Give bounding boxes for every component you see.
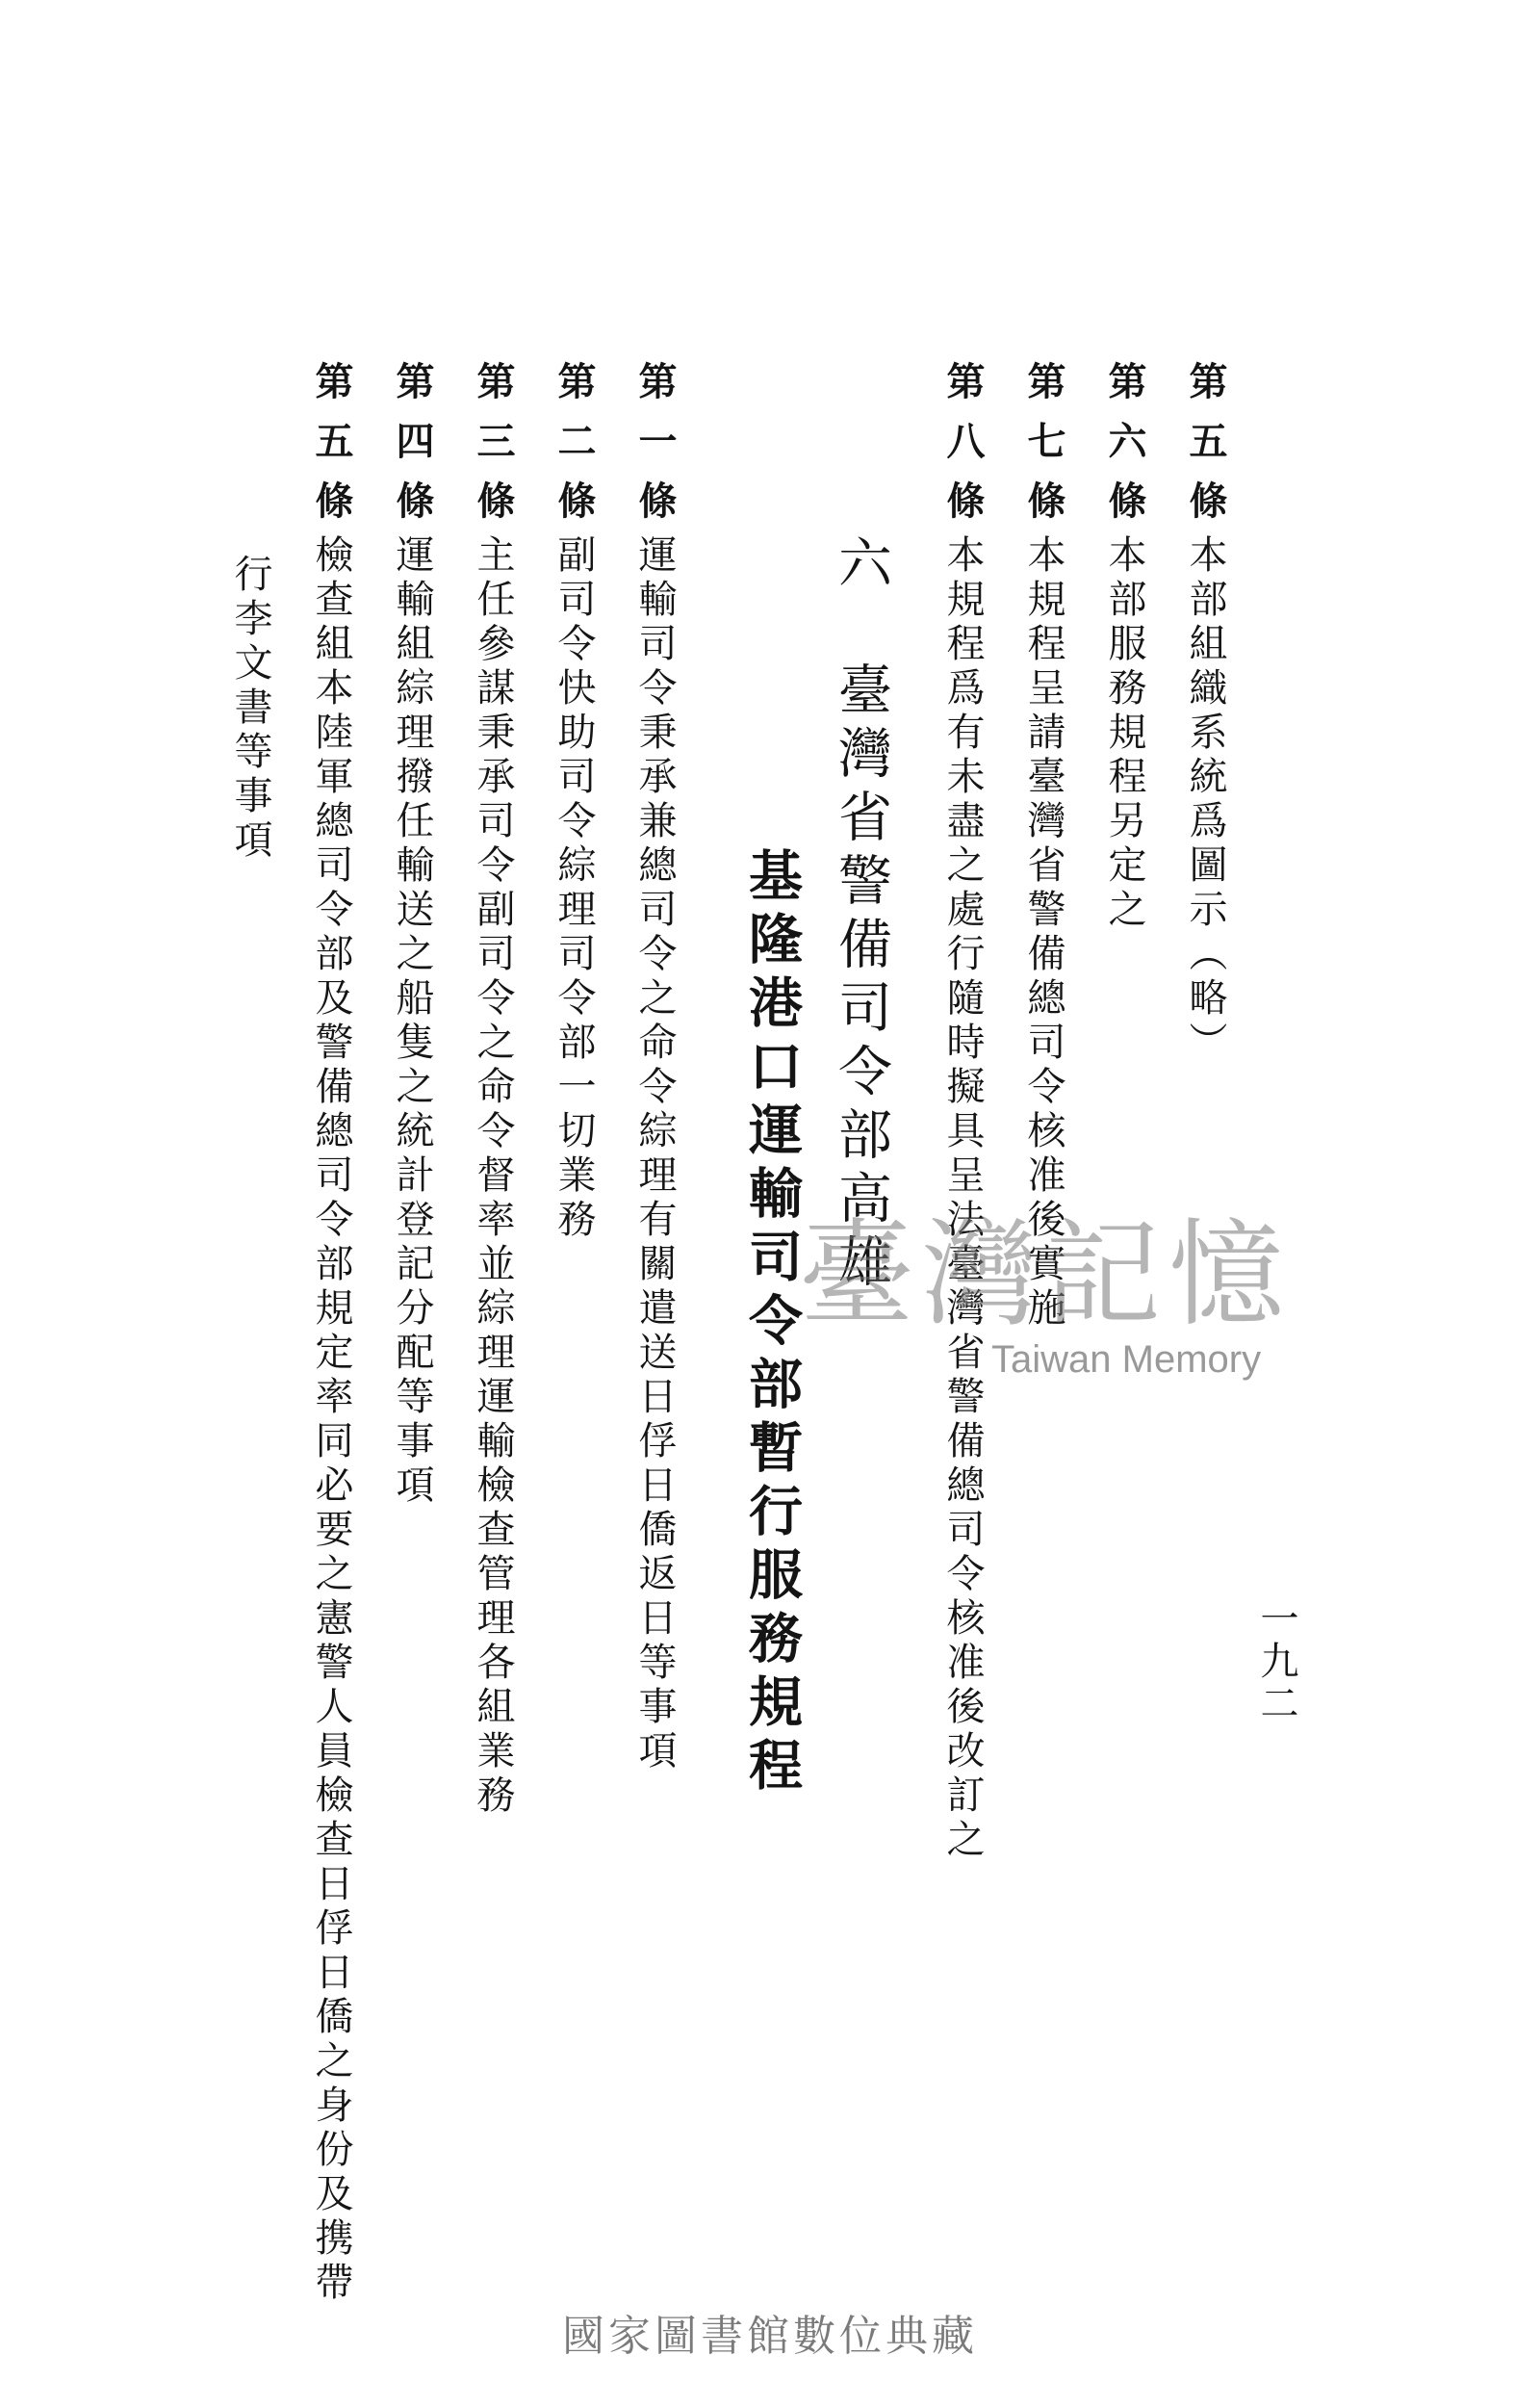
article-1-label: 第一條	[632, 361, 678, 540]
section-subtitle: 基隆港口運輸司令部暫行服務規程	[740, 847, 804, 1800]
article-8-text: 本規程爲有未盡之處行隨時擬具呈法臺灣省警備總司令核准後改訂之	[940, 534, 985, 1863]
article-8-label: 第八條	[940, 361, 986, 540]
page-number: 一九二	[1254, 1598, 1298, 1725]
article-7-label: 第七條	[1021, 361, 1066, 540]
article-3-label: 第三條	[471, 361, 516, 540]
article-2-text: 副司令快助司令綜理司令部一切業務	[552, 534, 596, 1243]
footer-archive-label: 國家圖書館數位典藏	[562, 2312, 978, 2361]
article-4-label: 第四條	[390, 361, 435, 540]
article-7-text: 本規程呈請臺灣省警備總司令核准後實施	[1021, 534, 1065, 1332]
article-6-label: 第六條	[1102, 361, 1147, 540]
article-4-text: 運輸組綜理撥任輸送之船隻之統計登記分配等事項	[390, 534, 434, 1509]
article-5b-continuation: 行李文書等事項	[228, 554, 272, 864]
article-1-text: 運輸司令秉承兼總司令之命令綜理有關遣送日俘日僑返日等事項	[632, 534, 677, 1774]
article-2-label: 第二條	[552, 361, 597, 540]
section-title: 六 臺灣省警備司令部高雄	[830, 534, 892, 1297]
article-5-text: 本部組織系統爲圖示（略）	[1183, 534, 1227, 1066]
article-6-text: 本部服務規程另定之	[1102, 534, 1146, 933]
watermark-chinese: 臺灣記憶	[799, 1208, 1292, 1342]
article-3-text: 主任參謀秉承司令副司令之命令督率並綜理運輸檢查管理各組業務	[471, 534, 515, 1819]
article-5b-text: 檢查組本陸軍總司令部及警備總司令部規定率同必要之憲警人員檢查日俘日僑之身份及携帶	[309, 534, 353, 2306]
watermark-english: Taiwan Memory	[991, 1338, 1262, 1381]
article-5-label: 第五條	[1183, 361, 1228, 540]
article-5b-label: 第五條	[309, 361, 354, 540]
